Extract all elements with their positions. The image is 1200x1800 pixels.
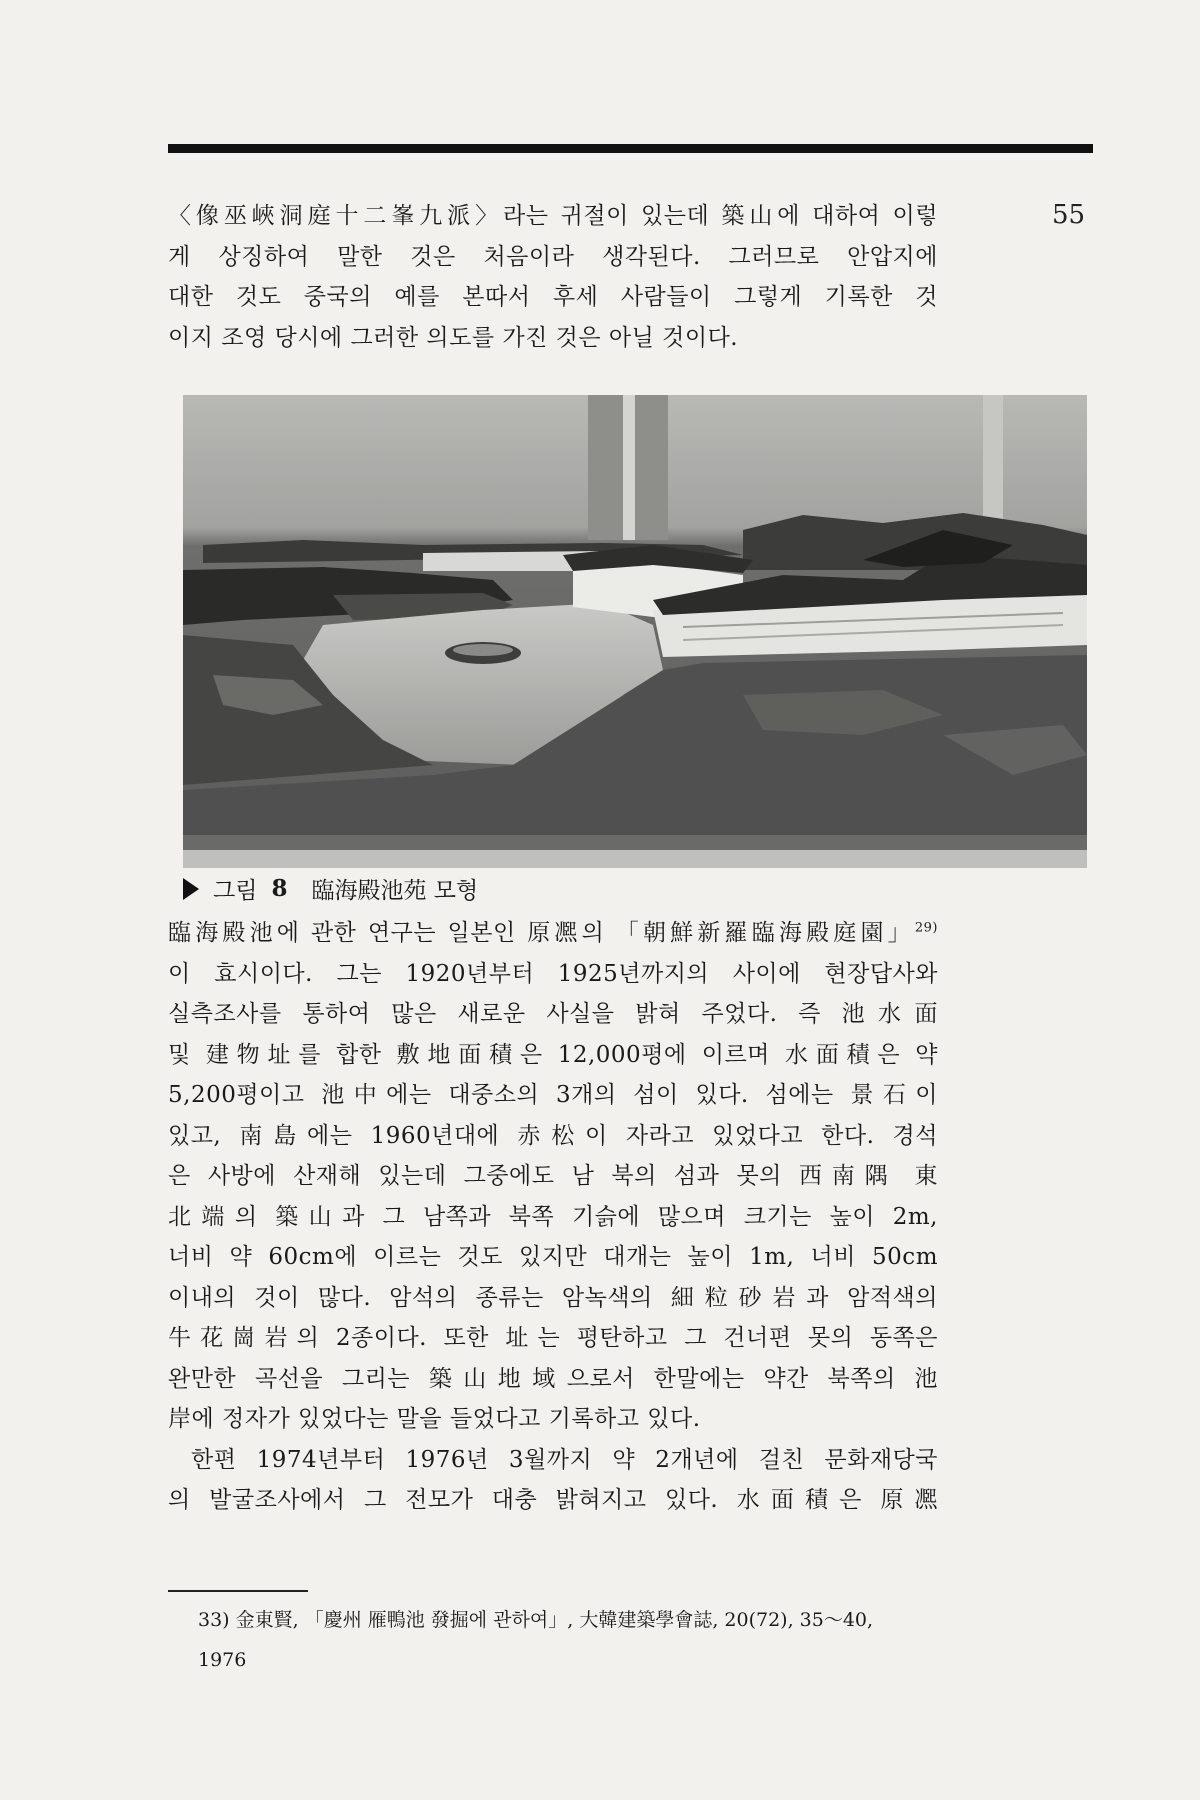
caption-title: 臨海殿池苑 모형	[311, 878, 479, 904]
text-line: 은 사방에 산재해 있는데 그중에도 남 북의 섬과 못의 西南隅 東	[168, 1163, 938, 1189]
triangle-marker-icon	[183, 878, 199, 900]
text-line: 〈像巫峽洞庭十二峯九派〉라는 귀절이 있는데 築山에 대하여 이렇	[168, 203, 938, 229]
text-line: 牛花崗岩의 2종이다. 또한 址는 평탄하고 그 건너편 못의 동쪽은	[168, 1325, 938, 1351]
text-line: 臨海殿池에 관한 연구는 일본인 原凞의 「朝鮮新羅臨海殿庭園」$^{29)}$	[168, 920, 938, 946]
footnote	[198, 1600, 958, 1680]
body-paragraph	[168, 913, 938, 1521]
text-line: 있고, 南島에는 1960년대에 赤松이 자라고 있었다고 한다. 경석	[168, 1122, 938, 1149]
text-line: 대한 것도 중국의 예를 본따서 후세 사람들이 그렇게 기록한 것	[168, 284, 938, 310]
figure-photo	[183, 395, 1087, 868]
page-number: 55	[1052, 200, 1086, 230]
footnote-line: 1976	[198, 1649, 247, 1671]
footnote-line: 33) 金東賢, 「慶州 雁鴨池 發掘에 관하여」, 大韓建築學會誌, 20(72), 35～40,	[198, 1609, 874, 1631]
figure-caption	[183, 872, 478, 905]
text-line: 게 상징하여 말한 것은 처음이라 생각된다. 그러므로 안압지에	[168, 243, 938, 270]
text-line: 北端의 築山과 그 남쪽과 북쪽 기슭에 많으며 크기는 높이 2m,	[168, 1203, 938, 1230]
intro-paragraph	[168, 196, 938, 358]
caption-number: 8	[271, 875, 288, 902]
text-line: 완만한 곡선을 그리는 築山地域으로서 한말에는 약간 북쪽의 池	[168, 1365, 938, 1392]
text-line: 岸에 정자가 있었다는 말을 들었다고 기록하고 있다.	[168, 1406, 701, 1432]
text-line: 이내의 것이 많다. 암석의 종류는 암녹색의 細粒砂岩과 암적색의	[168, 1284, 938, 1311]
model-photo-illustration	[183, 395, 1087, 868]
header-rule	[168, 144, 1093, 153]
text-line: 한편 1974년부터 1976년 3월까지 약 2개년에 걸친 문화재당국	[191, 1446, 938, 1473]
text-line: 너비 약 60cm에 이르는 것도 있지만 대개는 높이 1m, 너비 50cm	[168, 1244, 938, 1270]
text-line: 의 발굴조사에서 그 전모가 대충 밝혀지고 있다. 水面積은 原凞	[168, 1487, 938, 1513]
footnote-rule	[168, 1590, 308, 1592]
footnote-ref: 29)	[914, 920, 938, 936]
text-line: 이 효시이다. 그는 1920년부터 1925년까지의 사이에 현장답사와	[168, 960, 938, 987]
caption-label: 그림	[213, 878, 258, 904]
text-line: 5,200평이고 池中에는 대중소의 3개의 섬이 있다. 섬에는 景石이	[168, 1082, 938, 1108]
text-line: 이지 조영 당시에 그러한 의도를 가진 것은 아닐 것이다.	[168, 324, 739, 351]
text-line: 실측조사를 통하여 많은 새로운 사실을 밝혀 주었다. 즉 池水面	[168, 1001, 938, 1027]
text-line: 및 建物址를 합한 敷地面積은 12,000평에 이르며 水面積은 약	[168, 1041, 938, 1068]
